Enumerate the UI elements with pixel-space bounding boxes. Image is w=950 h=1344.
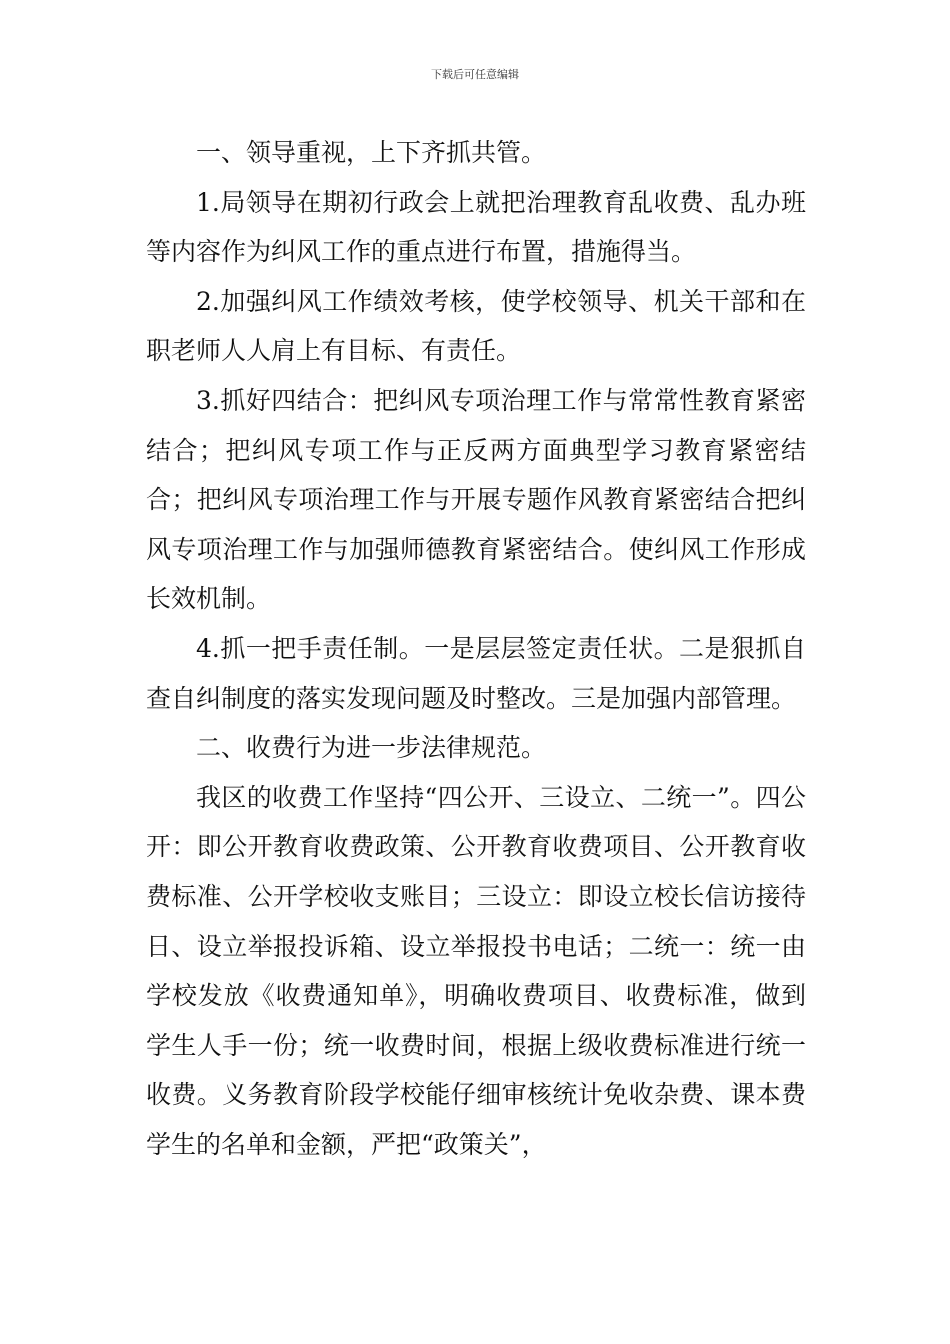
paragraph-item-2: 2.加强纠风工作绩效考核，使学校领导、机关干部和在职老师人人肩上有目标、有责任。 bbox=[146, 286, 806, 366]
paragraph-item-4: 4.抓一把手责任制。一是层层签定责任状。二是狠抓自查自纠制度的落实发现问题及时整改。三是加强内部管理。 bbox=[146, 633, 806, 713]
paragraph-fees: 我区的收费工作坚持“四公开、三设立、二统一”。四公开：即公开教育收费政策、公开教育收费项目、公开教育收费标准、公开学校收支账目；三设立：即设立校长信访接待日、设立举报投诉箱、设立举报投书电话；二统一：统一由学校发放《收费通知单》，明确收费项目、收费标准，做到学生人手一份；统一收费时间，根据上级收费标准进行统一收费。义务教育阶段学校能仔细审核统计免收杂费、课本费学生的名单和金额，严把“政策关”， bbox=[146, 782, 806, 1159]
header-note: 下载后可任意编辑 bbox=[431, 68, 519, 81]
section-heading-1: 一、领导重视，上下齐抓共管。 bbox=[196, 138, 547, 167]
document-body bbox=[146, 128, 806, 1169]
paragraph-item-1: 1.局领导在期初行政会上就把治理教育乱收费、乱办班等内容作为纠风工作的重点进行布置，措施得当。 bbox=[146, 187, 806, 267]
paragraph-item-3: 3.抓好四结合：把纠风专项治理工作与常常性教育紧密结合；把纠风专项工作与正反两方面典型学习教育紧密结合；把纠风专项治理工作与开展专题作风教育紧密结合把纠风专项治理工作与加强师德教育紧密结合。使纠风工作形成长效机制。 bbox=[146, 385, 806, 614]
section-heading-2: 二、收费行为进一步法律规范。 bbox=[196, 733, 547, 763]
